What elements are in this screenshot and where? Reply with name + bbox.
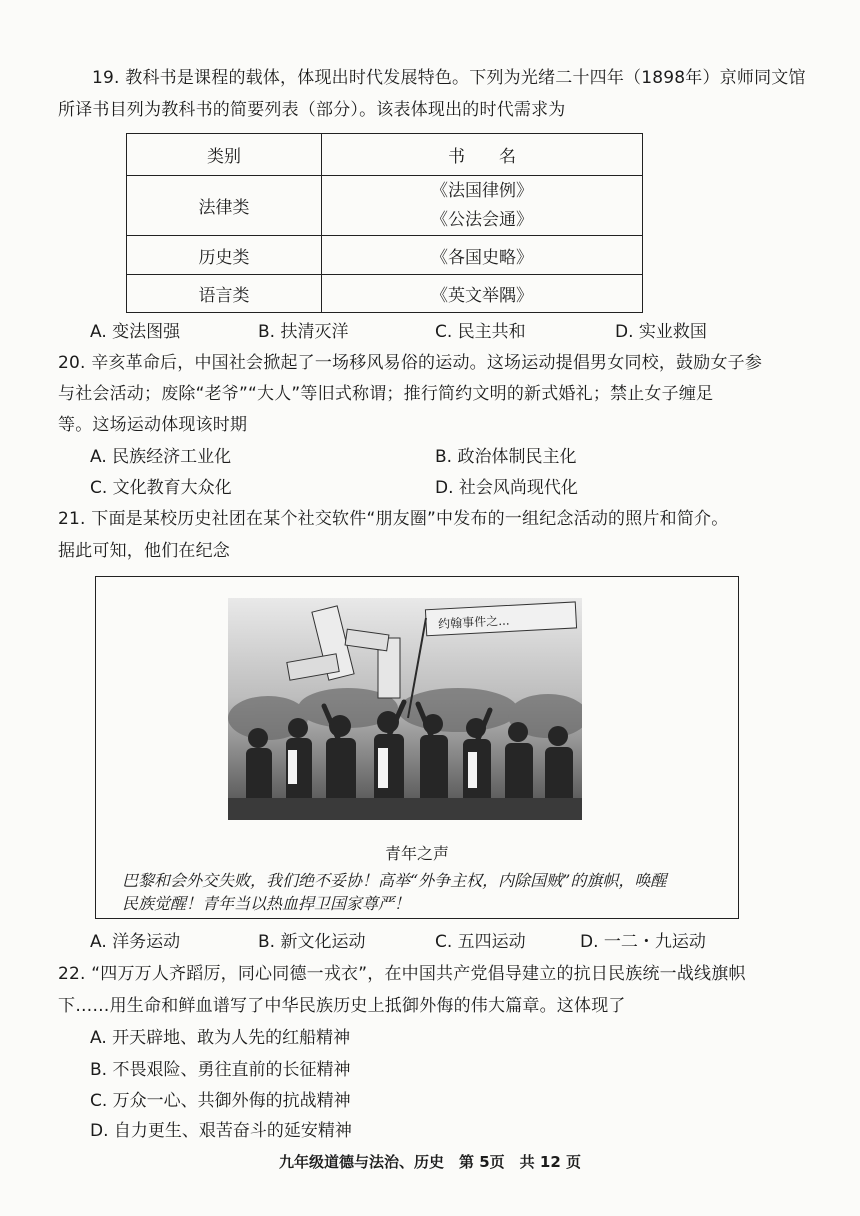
q21-stem-line1: 21. 下面是某校历史社团在某个社交软件“朋友圈”中发布的一组纪念活动的照片和简介。 xyxy=(58,509,729,529)
q22-option-c[interactable]: C. 万众一心、共御外侮的抗战精神 xyxy=(90,1091,351,1111)
q21-option-d[interactable]: D. 一二・九运动 xyxy=(580,932,706,952)
table-header-books: 书 名 xyxy=(322,134,643,176)
page-footer: 九年级道德与法治、历史 第 5页 共 12 页 xyxy=(279,1153,581,1171)
q20-option-d[interactable]: D. 社会风尚现代化 xyxy=(435,478,578,498)
book-title: 《法国律例》 xyxy=(431,180,533,201)
book-title: 《公法会通》 xyxy=(431,209,533,230)
q19-stem-line1: 19. 教科书是课程的载体，体现出时代发展特色。下列为光绪二十四年（1898年）京师同文馆 xyxy=(92,68,806,88)
q22-option-d[interactable]: D. 自力更生、艰苦奋斗的延安精神 xyxy=(90,1121,352,1141)
q22-stem-line1: 22. “四万万人齐蹈厉，同心同德一戎衣”，在中国共产党倡导建立的抗日民族统一战线旗帜 xyxy=(58,964,746,984)
table-cell-books: 《英文举隅》 xyxy=(322,275,643,313)
q22-option-a[interactable]: A. 开天辟地、敢为人先的红船精神 xyxy=(90,1028,351,1048)
quote-line1: 巴黎和会外交失败，我们绝不妥协！高举“外争主权，内除国贼”的旗帜，唤醒 xyxy=(122,871,667,890)
protest-illustration xyxy=(228,598,582,820)
q21-material-box xyxy=(95,576,739,919)
may-fourth-protest-photo xyxy=(228,598,582,820)
photo-caption: 青年之声 xyxy=(384,844,449,863)
q22-option-b[interactable]: B. 不畏艰险、勇往直前的长征精神 xyxy=(90,1060,351,1080)
table-header-category: 类别 xyxy=(127,134,322,176)
table-cell-category: 语言类 xyxy=(127,275,322,313)
table-cell-books: 《各国史略》 xyxy=(322,236,643,275)
q21-stem-line2: 据此可知，他们在纪念 xyxy=(58,541,230,561)
table-cell-books xyxy=(322,176,643,236)
table-cell-category: 历史类 xyxy=(127,236,322,275)
q19-option-d[interactable]: D. 实业救国 xyxy=(615,322,707,342)
q19-option-b[interactable]: B. 扶清灭洋 xyxy=(258,322,349,342)
quote-line2: 民族觉醒！青年当以热血捍卫国家尊严！ xyxy=(122,894,411,913)
banner-text: 约翰事件之... xyxy=(437,613,510,632)
q20-option-a[interactable]: A. 民族经济工业化 xyxy=(90,447,232,467)
q21-option-c[interactable]: C. 五四运动 xyxy=(435,932,526,952)
table-cell-category: 法律类 xyxy=(127,176,322,236)
q20-option-c[interactable]: C. 文化教育大众化 xyxy=(90,478,232,498)
q19-option-a[interactable]: A. 变法图强 xyxy=(90,322,181,342)
q20-stem-line2: 与社会活动；废除“老爷”“大人”等旧式称谓；推行简约文明的新式婚礼；禁止女子缠足 xyxy=(58,384,714,404)
q20-stem-line3: 等。这场运动体现该时期 xyxy=(58,415,248,435)
q19-option-c[interactable]: C. 民主共和 xyxy=(435,322,526,342)
q21-option-b[interactable]: B. 新文化运动 xyxy=(258,932,366,952)
q19-book-table xyxy=(126,133,643,313)
q20-option-b[interactable]: B. 政治体制民主化 xyxy=(435,447,577,467)
q21-option-a[interactable]: A. 洋务运动 xyxy=(90,932,181,952)
q20-stem-line1: 20. 辛亥革命后，中国社会掀起了一场移风易俗的运动。这场运动提倡男女同校，鼓励女子参 xyxy=(58,353,763,373)
q22-stem-line2: 下……用生命和鲜血谱写了中华民族历史上抵御外侮的伟大篇章。这体现了 xyxy=(58,996,626,1016)
q19-stem-line2: 所译书目列为教科书的简要列表（部分）。该表体现出的时代需求为 xyxy=(58,100,566,120)
